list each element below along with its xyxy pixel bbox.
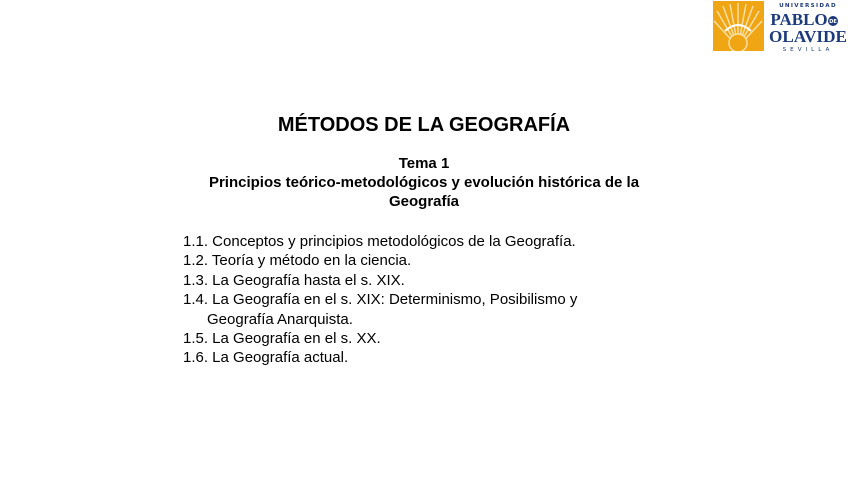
topic-item: 1.2. Teoría y método en la ciencia. — [183, 252, 412, 270]
slide-title: MÉTODOS DE LA GEOGRAFÍA — [277, 114, 571, 136]
logo-text-olavide: OLAVIDE — [769, 27, 847, 46]
tema-title-line-2: Geografía — [388, 193, 460, 210]
logo-text-sevilla: SEVILLA — [782, 47, 834, 53]
topic-item: 1.4. La Geografía en el s. XIX: Determinismo, Posibilismo y Geografía Anarquista. — [183, 291, 578, 328]
topic-item: 1.3. La Geografía hasta el s. XIX. — [183, 271, 405, 289]
tema-label: Tema 1 — [398, 155, 450, 172]
logo-text-de: DE — [829, 19, 837, 25]
tema-title-line-1: Principios teórico-metodológicos y evolución histórica de la — [208, 174, 640, 191]
topic-list — [183, 232, 643, 368]
topic-item: 1.5. La Geografía en el s. XX. — [183, 330, 381, 348]
university-logo — [712, 0, 848, 54]
sun-logo-icon — [713, 1, 764, 51]
topic-item: 1.6. La Geografía actual. — [183, 349, 349, 367]
logo-text-universidad: UNIVERSIDAD — [779, 3, 837, 9]
tema-heading — [180, 154, 668, 211]
university-wordmark — [768, 0, 848, 54]
topic-item: 1.1. Conceptos y principios metodológicos de la Geografía. — [183, 233, 576, 250]
logo-text-pablo: PABLO — [770, 10, 828, 29]
